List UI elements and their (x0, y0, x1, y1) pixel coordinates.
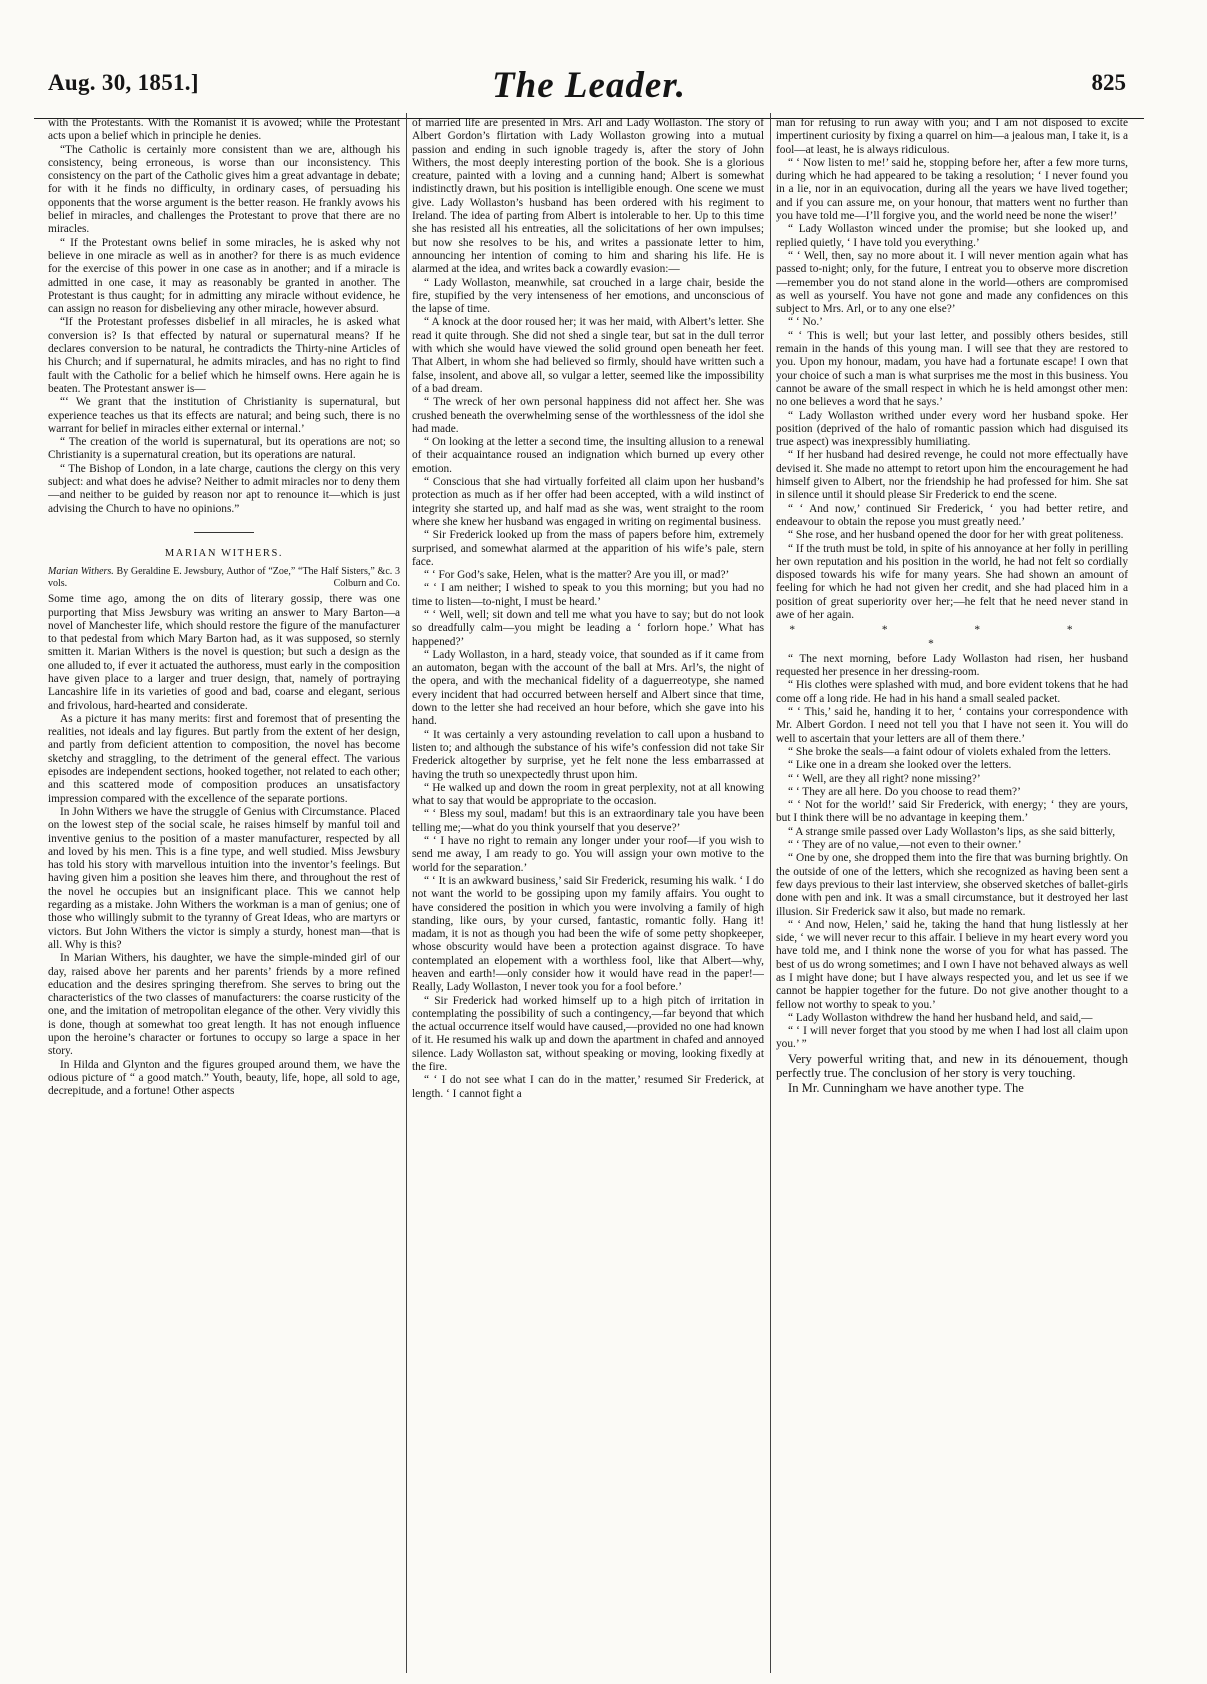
review-paragraph: Some time ago, among the on dits of literary gossip, there was one purporting that Miss Jewsbury was writing an answer to Mary Barton—a novel of Manchester life, which should restore the figure of the manufacturer to that pedestal from which Mary Barton had, as it was supposed, so sternly smitten it. Marian Withers is the novel is question; but such a design as the one alluded to, if ever it actuated the authoress, must early in the composition have given place to a larger and truer design, that, namely of portraying Lancashire life in its varieties of good and bad, coarse and elegant, serious and frivolous, hard-hearted and considerate. (48, 593, 400, 712)
paragraph: “ ‘ I am neither; I wished to speak to you this morning; but you had no time to listen—to-night, I must be heard.’ (412, 582, 764, 608)
paragraph: “ If the Protestant owns belief in some miracles, he is asked why not believe in one miracle as well as in another? for there is as much evidence for the exercise of this power in one case as in another; and if a miracle is admitted in one case, it may as reasonably be granted in another. The Protestant is thus caught; for in admitting any miracle without evidence, he can assign no reason for disbelieving any other miracle, however absurd. (48, 236, 400, 316)
review-paragraph: In Marian Withers, his daughter, we have the simple-minded girl of our day, raised above her parents and her parents’ friends by a more refined education and the desires springing therefrom. She serves to bring out the characteristics of the two classes of manufacturers: the coarse rusticity of the one, and the imitation of metropolitan elegance of the other. Very vividly this is done, though at somewhat too great length. It has not enough influence upon the heroine’s character or fortunes to occupy so large a space in her story. (48, 952, 400, 1058)
citation-title: Marian Withers. (48, 566, 114, 578)
paragraph: with the Protestants. With the Romanist it is avowed; while the Protestant acts upon a belief which in principle he denies. (48, 117, 400, 143)
paragraph: “ If her husband had desired revenge, he could not more effectually have devised it. She made no attempt to retort upon him the encouragement he had himself given to Albert, nor the friendship he had professed for him. She sat in silence until it should please Sir Frederick to end the scene. (776, 449, 1128, 502)
paragraph: “ ‘ And now, Helen,’ said he, taking the hand that hung listlessly at her side, ‘ we will never recur to this affair. I believe in my heart every word you have told me, and I think none the worse of you for what has passed. The best of us do wrong sometimes; and I own I have not behaved always as well as I might have done; but I have always respected you, and let us see if we cannot be happier together for the future. Do not give another thought to a fellow not worthy to speak to you.’ (776, 918, 1128, 1011)
paragraph: “ ‘ For God’s sake, Helen, what is the matter? Are you ill, or mad?’ (424, 569, 730, 582)
paragraph: “ It was certainly a very astounding revelation to call upon a husband to listen to; and although the substance of his wife’s confession did not take Sir Frederick altogether by surprise, yet he felt none the less embarrassed at having the truth so unexpectedly thrust upon him. (412, 728, 764, 781)
paragraph: man for refusing to run away with you; and I am not disposed to excite impertinent curiosity by fixing a quarrel on him—a jealous man, I take it, is a fool—at least, he is always ridiculous. (776, 117, 1128, 156)
paragraph: “ ‘ And now,’ continued Sir Frederick, ‘ you had better retire, and endeavour to obtain the repose you must greatly need.’ (776, 502, 1128, 528)
review-paragraph: As a picture it has many merits: first and foremost that of presenting the realities, not ideals and lay figures. But partly from the extent of her design, and partly from deficient attention to composition, the novel has become sketchy and straggling, to the detriment of the general effect. The various episodes are independent sections, hooked together, not related to each other; and this scattered mode of composition produces an unsatisfactory impression compared with the excellence of the separate portions. (48, 712, 400, 805)
paragraph: “ ‘ Well, well; sit down and tell me what you have to say; but do not look so dreadfully calm—you might be leading a ‘ forlorn hope.’ What has happened?’ (412, 608, 764, 648)
paragraph: “ ‘ I have no right to remain any longer under your roof—if you wish to send me away, I am ready to go. You will assign your own motive to the world for the separation.’ (412, 835, 764, 874)
column-left (48, 117, 400, 1672)
issue-date: Aug. 30, 1851.] (48, 70, 199, 95)
paragraph: “ ‘ Well, are they all right? none missing?’ (788, 772, 981, 785)
paragraph: “ A knock at the door roused her; it was her maid, with Albert’s letter. She read it quite through. She did not shed a single tear, but sat in the dull terror with which she would have viewed the solid ground open beneath her feet. That Albert, in whom she had believed so firmly, should have written such a false, insolent, and above all, so vulgar a letter, seemed like the impossibility of a bad dream. (412, 316, 764, 395)
paragraph: “The Catholic is certainly more consistent than we are, although his consistency, being erroneous, is worse than our inconsistency. This consistency on the part of the Catholic gives him a great advantage in debate; for with it he finds no difficulty, in ordinary cases, of persuading his opponents that the worse argument is the better reason. He frankly avows his belief in miracles, and challenges the Protestant to prove that there are no miracles. (48, 143, 400, 236)
paragraph: “ He walked up and down the room in great perplexity, not at all knowing what to say that would be appropriate to the occasion. (412, 781, 764, 808)
paragraph: “If the Protestant professes disbelief in all miracles, he is asked what conversion is? Is that effected by natural or supernatural means? If he declares conversion to be natural, he contradicts the Thirty-nine Articles of his Church; and if supernatural, he admits miracles, and has no right to find fault with the Catholic for a belief which he himself owns. Here again he is beaten. The Protestant answer is— (48, 316, 400, 395)
column-divider-right (770, 113, 771, 1673)
paragraph: “‘ We grant that the institution of Christianity is supernatural, but experience teaches us that its effects are natural; and being such, there is no warrant for belief in miracles either external or internal.’ (48, 396, 400, 435)
section-break-asterisks: * * * * * (789, 624, 1115, 650)
paragraph: “ She rose, and her husband opened the door for her with great politeness. (788, 529, 1124, 542)
paragraph: “ Sir Frederick had worked himself up to a high pitch of irritation in contemplating the possibility of such a contingency,—far beyond that which the actual occurrence itself would have caused,—provided no one had known of it. He resumed his walk up and down the apartment in chafed and annoyed silence. Lady Wollaston sat, without speaking or moving, looking fixedly at the fire. (412, 994, 764, 1074)
paragraph: “ Lady Wollaston withdrew the hand her husband held, and said,— (788, 1011, 1093, 1024)
paragraph: “ On looking at the letter a second time, the insulting allusion to a renewal of their acquaintance roused an indignation which burned up every other emotion. (412, 436, 764, 475)
book-citation (48, 566, 400, 589)
paragraph: “ She broke the seals—a faint odour of violets exhaled from the letters. (788, 745, 1111, 758)
paragraph: “ Lady Wollaston writhed under every word her husband spoke. Her position (deprived of the halo of romantic passion which had disguised its true aspect) was inexpressibly humiliating. (776, 409, 1128, 449)
paragraph: “ Lady Wollaston, meanwhile, sat crouched in a large chair, beside the fire, stupified by the very intenseness of her emotions, and unconscious of the lapse of time. (412, 276, 764, 316)
paragraph: “ ‘ Not for the world!’ said Sir Frederick, with energy; ‘ they are yours, but I think there will be no advantage in keeping them.’ (776, 799, 1128, 825)
paragraph: “ A strange smile passed over Lady Wollaston’s lips, as she said bitterly, (788, 825, 1116, 838)
paragraph: “ The wreck of her own personal happiness did not affect her. She was crushed beneath the overwhelming sense of the worthlessness of the idol she had made. (412, 396, 764, 435)
paragraph: “ One by one, she dropped them into the fire that was burning brightly. On the outside of one of the letters, which she recognized as having been sent a few days previous to their last interview, she observed sketches of ballet-girls done with pen and ink. It was a small circumstance, but it destroyed her last illusion. Sir Frederick saw it also, but made no remark. (776, 852, 1128, 918)
paragraph: “ Conscious that she had virtually forfeited all claim upon her husband’s protection as much as if her offer had been accepted, with a wild instinct of integrity she started up, and half mad as she was, went straight to the room where she knew her husband was engaged in writing on regimental business. (412, 476, 764, 528)
paragraph: “ The next morning, before Lady Wollaston had risen, her husband requested her presence in her dressing-room. (776, 652, 1128, 679)
column-divider-left (406, 113, 407, 1673)
paragraph: “ ‘ Well, then, say no more about it. I will never mention again what has passed to-night; only, for the future, I entreat you to observe more discretion—remember you do not stand alone in the world—others are compromised as well as yourself. You have not gone and made any confidences on this subject to Mrs. Arl, or to any one else?’ (776, 249, 1128, 316)
paragraph: “ Like one in a dream she looked over the letters. (788, 759, 1012, 772)
masthead (34, 62, 1144, 119)
closing-paragraph: In Mr. Cunningham we have another type. The (788, 1080, 1024, 1095)
paragraph: “ ‘ They are of no value,—not even to their owner.’ (788, 839, 1022, 852)
column-right (776, 117, 1128, 1672)
paragraph: “ ‘ I will never forget that you stood by me when I had lost all claim upon you.’ ” (776, 1025, 1128, 1051)
newspaper-title: The Leader. (492, 65, 686, 106)
citation-text: By Geraldine E. Jewsbury, Author of “Zoe,” “The Half Sisters,” &c. 3 vols. (48, 566, 400, 589)
review-paragraph: In John Withers we have the struggle of Genius with Circumstance. Placed on the lowest step of the social scale, he raises himself by manful toil and inventive genius to the position of a master manufacturer, respected by all and loved by his men. This is a fine type, and well studied. Miss Jewsbury has told his story with marvellous intuition into the inventor’s feelings. But having given him a position she leaves him there, and throughout the rest of the novel he occupies but an insignificant place. This we cannot help regarding as a mistake. John Withers the workman is a man of genius; one of those who willingly submit to the tyranny of Great Ideas, who are martyrs or victors. But John Withers the victor is simply a sturdy, honest man—that is all. Why is this? (48, 805, 400, 951)
paragraph: “ Lady Wollaston winced under the promise; but she looked up, and replied quietly, ‘ I have told you everything.’ (776, 223, 1128, 249)
paragraph: “ His clothes were splashed with mud, and bore evident tokens that he had come off a long ride. He had in his hand a small sealed packet. (776, 679, 1128, 705)
paragraph: “ ‘ This,’ said he, handing it to her, ‘ contains your correspondence with Mr. Albert Gordon. I need not tell you that I have not seen it. You will do well to ascertain that your letters are all of them there.’ (776, 706, 1128, 745)
section-divider (194, 532, 254, 533)
paragraph: “ ‘ No.’ (788, 316, 823, 329)
citation-publisher: Colburn and Co. (333, 577, 400, 589)
paragraph: “ ‘ Bless my soul, madam! but this is an extraordinary tale you have been telling me;—what do you think yourself that you deserve?’ (412, 808, 764, 834)
column-middle (412, 117, 764, 1672)
paragraph: of married life are presented in Mrs. Arl and Lady Wollaston. The story of Albert Gordon’s flirtation with Lady Wollaston growing into a mutual passion and ending in such ignoble tragedy is, after the story of John Withers, the most deeply interesting portion of the book. She is a glorious creature, painted with a loving and a cunning hand; Albert is somewhat indistinctly drawn, but his position is intelligible enough. One scene we must give. Lady Wollaston’s husband has been ordered with his regiment to Ireland. The idea of parting from Albert is intolerable to her. Up to this time she has resisted all his entreaties, all the solicitations of her own impulses; but now she resolves to be his, and writes a passionate letter to him, announcing her intention of coming to him and sharing his life. He is alarmed at the idea, and writes back a cowardly evasion:— (412, 117, 764, 276)
paragraph: “ ‘ This is well; but your last letter, and possibly others besides, still remain in the hands of this young man. I will see that they are restored to you. Upon my honour, madam, you have had a fortunate escape! I own that your choice of such a man is what surprises me the most in this business. You cannot be aware of the small respect in which he is held amongst other men: no one believes a word that he says.’ (776, 329, 1128, 409)
paragraph: “ ‘ I do not see what I can do in the matter,’ resumed Sir Frederick, at length. ‘ I cannot fight a (412, 1074, 764, 1100)
paragraph: “ The Bishop of London, in a late charge, cautions the clergy on this very subject: and what does he advise? Neither to admit miracles nor to deny them—and neither to be guided by reason nor apt to renounce it—which is just advising the Church to have no opinions.” (48, 462, 400, 515)
paragraph: “ ‘ They are all here. Do you choose to read them?’ (788, 785, 1021, 798)
paragraph: “ ‘ It is an awkward business,’ said Sir Frederick, resuming his walk. ‘ I do not want the world to be gossiping upon my family affairs. You ought to have considered the position in which you were involving a family of high standing, like ours, by your cursed, fantastic, romantic folly. Hang it! madam, it is not as though you had been the wife of some petty shopkeeper, whose obscurity would have been a protection against disgrace. To have contemplated an elopement with a worthless fool, like that Albert—why, heaven and earth!—only consider how it would have read in the paper!—Really, Lady Wollaston, I never took you for a fool before.’ (412, 874, 764, 994)
closing-paragraph: Very powerful writing that, and new in its dénouement, though perfectly true. The conclusion of her story is very touching. (776, 1051, 1128, 1081)
paragraph: “ Lady Wollaston, in a hard, steady voice, that sounded as if it came from an automaton, began with the account of the ball at Mrs. Arl’s, the night of the opera, and with the mechanical fidelity of a daguerreotype, she named every incident that had occurred between herself and Albert since that time, down to the letter she had received an hour before, which she gave into his hand. (412, 648, 764, 728)
review-heading: MARIAN WITHERS. (164, 547, 284, 559)
paragraph: “ Sir Frederick looked up from the mass of papers before him, extremely surprised, and somewhat alarmed at the apparition of his wife’s pale, stern face. (412, 529, 764, 568)
page-number: 825 (1091, 70, 1126, 95)
review-paragraph: In Hilda and Glynton and the figures grouped around them, we have the odious picture of “ a good match.” Youth, beauty, life, hope, all sold to age, decrepitude, and a fortune! Other aspects (48, 1058, 400, 1098)
paragraph: “ ‘ Now listen to me!’ said he, stopping before her, after a few more turns, during which he had appeared to be taking a resolution; ‘ I never found you in a lie, nor in an equivocation, during all the years we have lived together; and if you can assure me, on your honour, that matters went no further than you have told me—I’ll forgive you, and the world need be none the wiser!’ (776, 156, 1128, 223)
paragraph: “ If the truth must be told, in spite of his annoyance at her folly in perilling her own reputation and his position in the world, he had not felt so cordially disposed towards his wife for many years. She had shown an amount of feeling for which he had not given her credit, and she had placed him in a position of great superiority over her;—he felt that he need never stand in awe of her again. (776, 542, 1128, 621)
paragraph: “ The creation of the world is supernatural, but its operations are not; so Christianity is a supernatural creation, but its operations are natural. (48, 436, 400, 462)
